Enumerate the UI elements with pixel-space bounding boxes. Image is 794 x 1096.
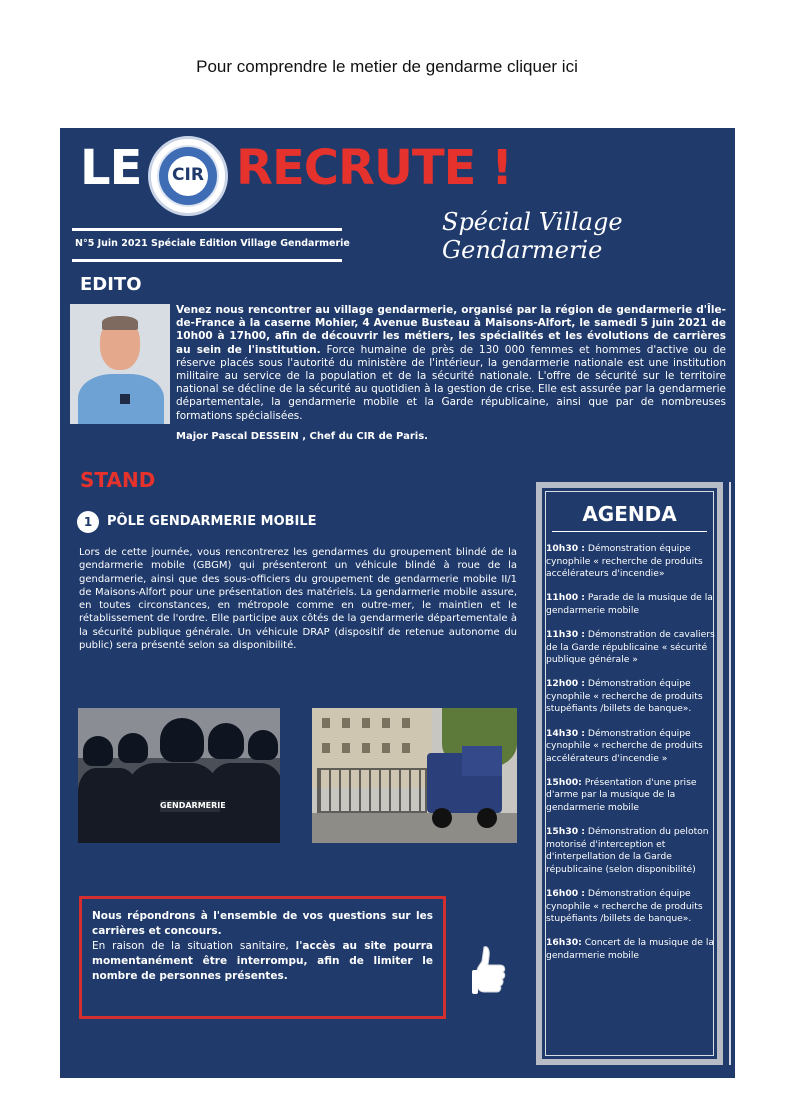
agenda-panel — [536, 482, 723, 1065]
agenda-time: 15h30 : — [546, 826, 585, 838]
agenda-item — [546, 728, 716, 766]
agenda-description: Présentation d'une prise d'arme par la musique de la gendarmerie mobile — [546, 776, 697, 813]
edito-title: EDITO — [80, 274, 142, 295]
agenda-time: 14h30 : — [546, 727, 585, 739]
notice-bold-1: Nous répondrons à l'ensemble de vos questions sur les carrières et concours. — [92, 910, 433, 937]
issue-line: N°5 Juin 2021 Spéciale Edition Village Gendarmerie — [75, 238, 350, 249]
agenda-description: Démonstration équipe cynophile « recherche de produits stupéfiants /billets de banque». — [546, 678, 703, 715]
agenda-time: 15h00: — [546, 776, 582, 788]
header-divider-bottom — [72, 259, 342, 262]
edito-text — [176, 304, 726, 423]
agenda-title: AGENDA — [582, 502, 677, 526]
header-divider-top — [72, 228, 342, 231]
agenda-item — [546, 592, 716, 617]
pole-title: PÔLE GENDARMERIE MOBILE — [107, 514, 317, 529]
pole-number-badge: 1 — [77, 511, 99, 533]
portrait-photo — [70, 304, 170, 424]
notice-box — [79, 896, 446, 1019]
agenda-time: 16h30: — [546, 937, 582, 949]
agenda-item — [546, 826, 716, 876]
pole-text: Lors de cette journée, vous rencontrerez les gendarmes du groupement blindé de la gendarmerie mobile (GBGM) qui présenteront un véhicule blindé à roue de la gendarmerie, ainsi que des sous-officiers du groupement de gendarmerie mobile II/1 de Maisons-Alfort pour une présentation des matériels. La gendarmerie mobile assure, en toutes circonstances, en métropole comme en outre-mer, le maintien et le rétablissement de l'ordre. Elle participe aux côtés de la gendarmerie départementale à la sécurité publique générale. Un véhicule DRAP (dispositif de retenue autonome du public) sera présenté selon sa disponibilité. — [79, 547, 517, 652]
cir-logo — [148, 136, 228, 216]
agenda-item — [546, 888, 716, 926]
agenda-description: Démonstration équipe cynophile « recherche de produits accélérateurs d'incendie» — [546, 543, 703, 580]
header-le: LE — [80, 140, 142, 196]
edito-bold-text: Venez nous rencontrer au village gendarmerie, organisé par la région de gendarmerie d'Île-de-France à la caserne Mohier, 4 Avenue Busteau à Maisons-Alfort, le samedi 5 juin 2021 de 10h00 à 17h00, afin de découvrir les métiers, les spécialités et les évolutions de carrières au sein de l'institution. — [176, 304, 726, 356]
header-recrute: RECRUTE ! — [236, 140, 513, 196]
agenda-time: 11h30 : — [546, 628, 585, 640]
agenda-description: Démonstration du peloton motorisé d'interception et d'interpellation de la Garde républicaine (selon disponibilité) — [546, 826, 709, 875]
gendarmerie-tag: GENDARMERIE — [160, 801, 226, 810]
header-special: Spécial Village Gendarmerie — [442, 208, 623, 264]
agenda-list — [546, 543, 716, 974]
agenda-time: 10h30 : — [546, 543, 585, 554]
agenda-description: Démonstration équipe cynophile « recherche de produits stupéfiants /billets de banque». — [546, 887, 703, 925]
agenda-description: Concert de la musique de la gendarmerie mobile — [546, 937, 715, 961]
notice-bold-2: l'accès au site pourra momentanément être interrompu, afin de limiter le nombre de personnes présentes. — [92, 940, 433, 982]
agenda-time: 11h00 : — [546, 592, 585, 604]
agenda-time: 12h00 : — [546, 678, 585, 690]
edito-signature: Major Pascal DESSEIN , Chef du CIR de Paris. — [176, 431, 428, 442]
logo-text: CIR — [172, 165, 204, 185]
agenda-item — [546, 937, 716, 962]
agenda-description: Démonstration de cavaliers de la Garde républicaine « sécurité publique générale » — [546, 628, 715, 666]
agenda-item — [546, 678, 716, 716]
recruitment-flyer — [60, 128, 735, 1078]
stand-title: STAND — [80, 468, 156, 492]
thumbs-up-icon — [470, 943, 510, 1003]
recruitment-link[interactable]: Pour comprendre le metier de gendarme cliquer ici — [196, 57, 578, 76]
edito-body-text: Force humaine de près de 130 000 femmes et hommes d'active ou de réserve placés sous l'autorité du ministère de l'intérieur, la gendarmerie nationale est une institution militaire au service de la population et de la sécurité nationale. L'offre de sécurité sur le territoire national se décline de la sécurité au quotidien à la gestion de crise. Elle est assurée par la gendarmerie départementale, la gendarmerie mobile et la Garde républicaine, ainsi que par de nombreuses formations spécialisées. — [176, 343, 727, 422]
agenda-time: 16h00 : — [546, 887, 585, 899]
agenda-item — [546, 543, 716, 581]
agenda-description: Parade de la musique de la gendarmerie mobile — [546, 592, 713, 616]
agenda-item — [546, 777, 716, 815]
armored-vehicle-photo — [312, 708, 517, 843]
gendarmes-photo — [78, 708, 280, 843]
agenda-item — [546, 629, 716, 667]
agenda-description: Démonstration équipe cynophile « recherche de produits accélérateurs d'incendie » — [546, 727, 703, 764]
notice-text-1: En raison de la situation sanitaire, — [92, 940, 296, 952]
